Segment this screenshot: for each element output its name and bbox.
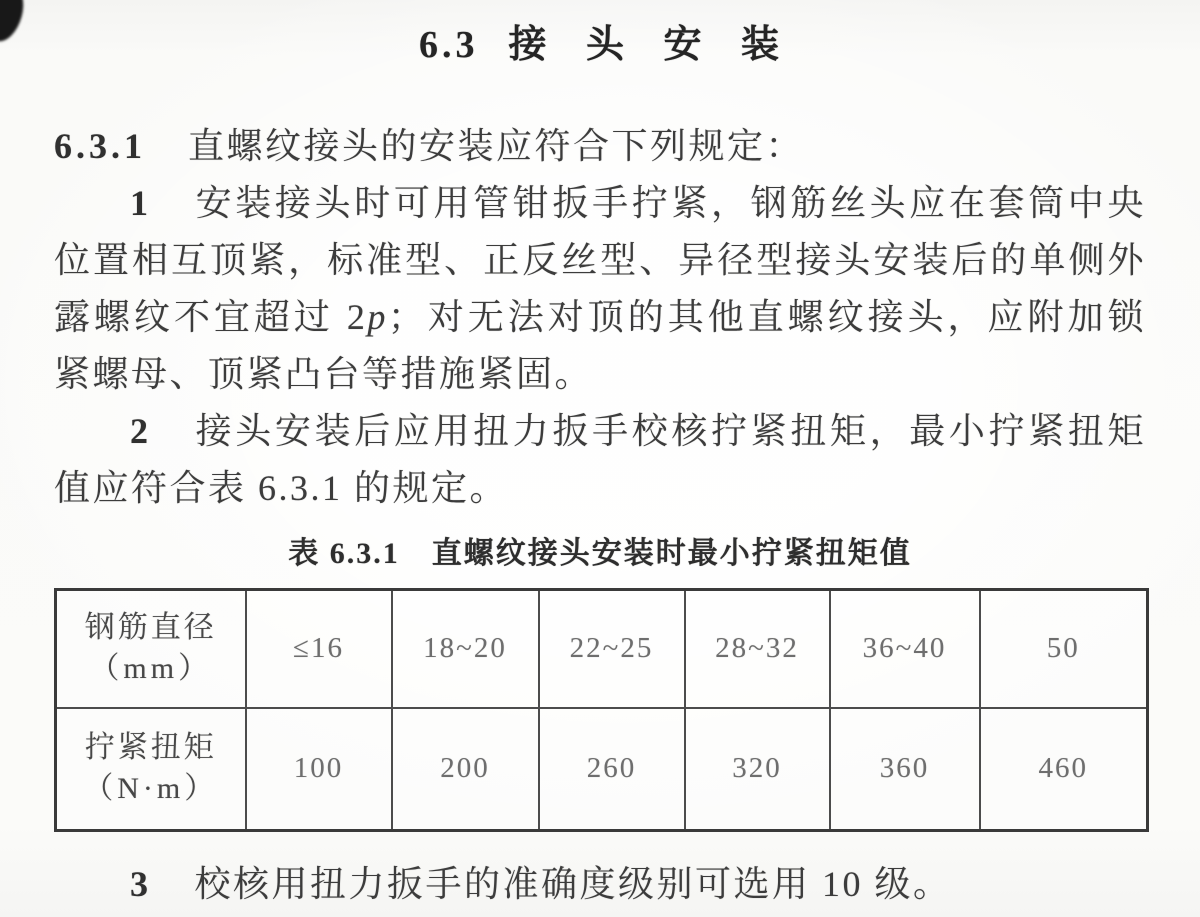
table-row-diameter	[56, 590, 1148, 708]
diameter-cell-5: 36~40	[830, 590, 980, 708]
clause-heading	[54, 118, 1146, 175]
item-3-number: 3	[130, 864, 151, 904]
item-1-text-after: ；对无法对顶的其他直螺纹接头，应附加锁紧螺母、顶紧凸台等措施紧固。	[54, 297, 1146, 394]
torque-cell-5: 360	[830, 708, 980, 831]
clause-text: 直螺纹接头的安装应符合下列规定：	[188, 126, 805, 166]
item-3-text: 校核用扭力扳手的准确度级别可选用 10 级。	[194, 864, 952, 904]
thread-pitch-symbol: p	[367, 297, 388, 337]
list-item-1	[54, 175, 1146, 403]
diameter-cell-6: 50	[980, 590, 1148, 708]
scan-ink-smudge-artifact	[0, 0, 29, 45]
diameter-cell-2: 18~20	[392, 590, 539, 708]
diameter-cell-1: ≤16	[246, 590, 392, 708]
torque-cell-3: 260	[539, 708, 685, 831]
clause-number: 6.3.1	[54, 126, 146, 166]
torque-cell-4: 320	[685, 708, 830, 831]
diameter-cell-3: 22~25	[539, 590, 685, 708]
torque-cell-6: 460	[980, 708, 1148, 831]
section-number: 6.3	[418, 24, 479, 66]
torque-cell-2: 200	[392, 708, 539, 831]
row-header-tightening-torque	[56, 708, 246, 831]
row-header-torque-unit: （N·m）	[83, 771, 219, 805]
item-2-text: 接头安装后应用扭力扳手校核拧紧扭矩，最小拧紧扭矩值应符合表 6.3.1 的规定。	[54, 411, 1146, 508]
section-title-text: 接 头 安 装	[508, 24, 781, 66]
row-header-diameter-unit: （mm）	[89, 651, 213, 685]
row-header-diameter-label: 钢筋直径	[84, 611, 217, 645]
row-header-torque-label: 拧紧扭矩	[84, 731, 217, 765]
torque-table	[54, 588, 1149, 832]
diameter-cell-4: 28~32	[685, 590, 830, 708]
item-2-number: 2	[130, 411, 151, 451]
item-1-text-before: 安装接头时可用管钳扳手拧紧，钢筋丝头应在套筒中央位置相互顶紧，标准型、正反丝型、异径型接头安装后的单侧外露螺纹不宜超过 2	[54, 183, 1146, 337]
table-caption: 表 6.3.1 直螺纹接头安装时最小拧紧扭矩值	[288, 537, 912, 570]
item-1-number: 1	[130, 183, 151, 223]
row-header-rebar-diameter	[56, 590, 246, 708]
list-item-3	[54, 856, 1146, 913]
section-title	[54, 0, 1146, 68]
table-row-torque	[56, 708, 1148, 831]
list-item-2	[54, 403, 1146, 517]
torque-cell-1: 100	[246, 708, 392, 831]
